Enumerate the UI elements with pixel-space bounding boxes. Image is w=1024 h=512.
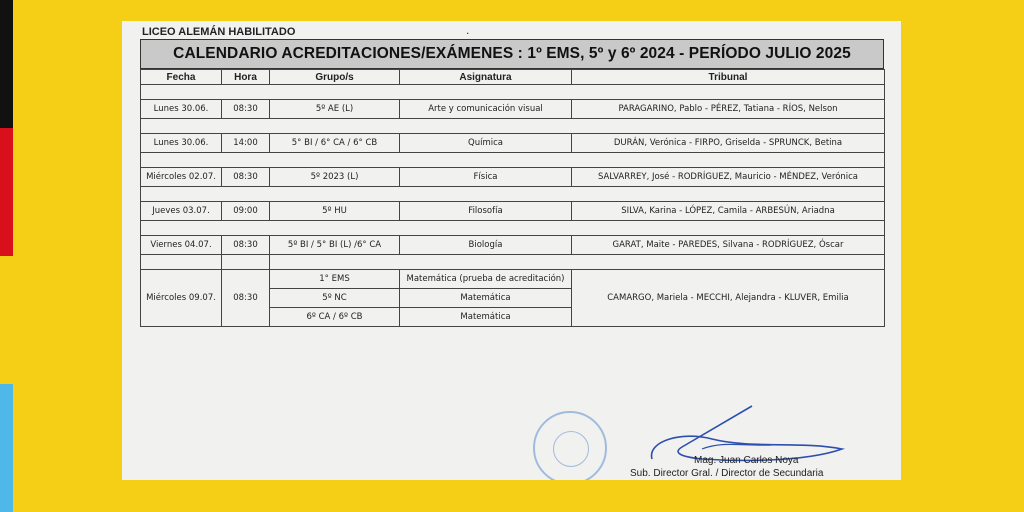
cell-grupo: 5° BI / 6° CA / 6° CB (270, 134, 400, 153)
cell-asignatura: Filosofía (400, 202, 572, 221)
cell-grupo: 5º HU (270, 202, 400, 221)
table-row (141, 134, 885, 153)
cell-asignatura: Física (400, 168, 572, 187)
signer-role: Sub. Director Gral. / Director de Secundaria (630, 468, 824, 479)
cell-tribunal: SALVARREY, José - RODRÍGUEZ, Mauricio - MÉNDEZ, Verónica (572, 168, 885, 187)
cell-asignatura: Química (400, 134, 572, 153)
header-grupos: Grupo/s (270, 70, 400, 85)
cell-hora: 14:00 (222, 134, 270, 153)
calendar-table (140, 69, 885, 327)
table-row (141, 202, 885, 221)
cell-hora: 09:00 (222, 202, 270, 221)
cell-grupo: 5º BI / 5° BI (L) /6° CA (270, 236, 400, 255)
table-row (141, 168, 885, 187)
school-stamp (533, 411, 607, 480)
cell-tribunal: SILVA, Karina - LÓPEZ, Camila - ARBESÚN, Ariadna (572, 202, 885, 221)
cell-grupo: 5º NC (270, 289, 400, 308)
cell-fecha: Jueves 03.07. (141, 202, 222, 221)
school-name: LICEO ALEMÁN HABILITADO (142, 26, 296, 38)
cell-fecha: Lunes 30.06. (141, 100, 222, 119)
cell-fecha: Lunes 30.06. (141, 134, 222, 153)
cell-hora: 08:30 (222, 270, 270, 327)
header-asignatura: Asignatura (400, 70, 572, 85)
cell-tribunal: CAMARGO, Mariela - MECCHI, Alejandra - KLUVER, Emilia (572, 270, 885, 327)
cell-asignatura: Matemática (400, 308, 572, 327)
table-row (141, 100, 885, 119)
table-row (141, 270, 885, 289)
stray-dot: . (466, 23, 470, 37)
cell-asignatura: Matemática (prueba de acreditación) (400, 270, 572, 289)
header-tribunal: Tribunal (572, 70, 885, 85)
cell-asignatura: Biología (400, 236, 572, 255)
spacer-row (141, 187, 885, 202)
cell-asignatura: Matemática (400, 289, 572, 308)
cell-fecha: Miércoles 09.07. (141, 270, 222, 327)
exam-calendar-document (122, 21, 901, 480)
spacer-row (141, 221, 885, 236)
cell-grupo: 5º 2023 (L) (270, 168, 400, 187)
table-row (141, 236, 885, 255)
cell-hora: 08:30 (222, 236, 270, 255)
header-fecha: Fecha (141, 70, 222, 85)
cell-hora: 08:30 (222, 100, 270, 119)
flag-stripe-blue (0, 384, 13, 512)
cell-fecha: Viernes 04.07. (141, 236, 222, 255)
cell-grupo: 6º CA / 6º CB (270, 308, 400, 327)
spacer-row (141, 119, 885, 134)
cell-grupo: 1° EMS (270, 270, 400, 289)
cell-tribunal: PARAGARINO, Pablo - PÉREZ, Tatiana - RÍOS, Nelson (572, 100, 885, 119)
flag-stripe-black (0, 0, 13, 128)
cell-asignatura: Arte y comunicación visual (400, 100, 572, 119)
cell-tribunal: DURÁN, Verónica - FIRPO, Griselda - SPRUNCK, Betina (572, 134, 885, 153)
cell-grupo: 5º AE (L) (270, 100, 400, 119)
calendar-title: CALENDARIO ACREDITACIONES/EXÁMENES : 1º EMS, 5º y 6º 2024 - PERÍODO JULIO 2025 (140, 39, 884, 69)
cell-fecha: Miércoles 02.07. (141, 168, 222, 187)
spacer-row (141, 85, 885, 100)
flag-stripe-red (0, 128, 13, 256)
cell-hora: 08:30 (222, 168, 270, 187)
spacer-row (141, 255, 885, 270)
header-hora: Hora (222, 70, 270, 85)
spacer-row (141, 153, 885, 168)
signer-name: Mag. Juan Carlos Noya (694, 455, 799, 466)
cell-tribunal: GARAT, Maite - PAREDES, Silvana - RODRÍGUEZ, Óscar (572, 236, 885, 255)
header-row (141, 70, 885, 85)
